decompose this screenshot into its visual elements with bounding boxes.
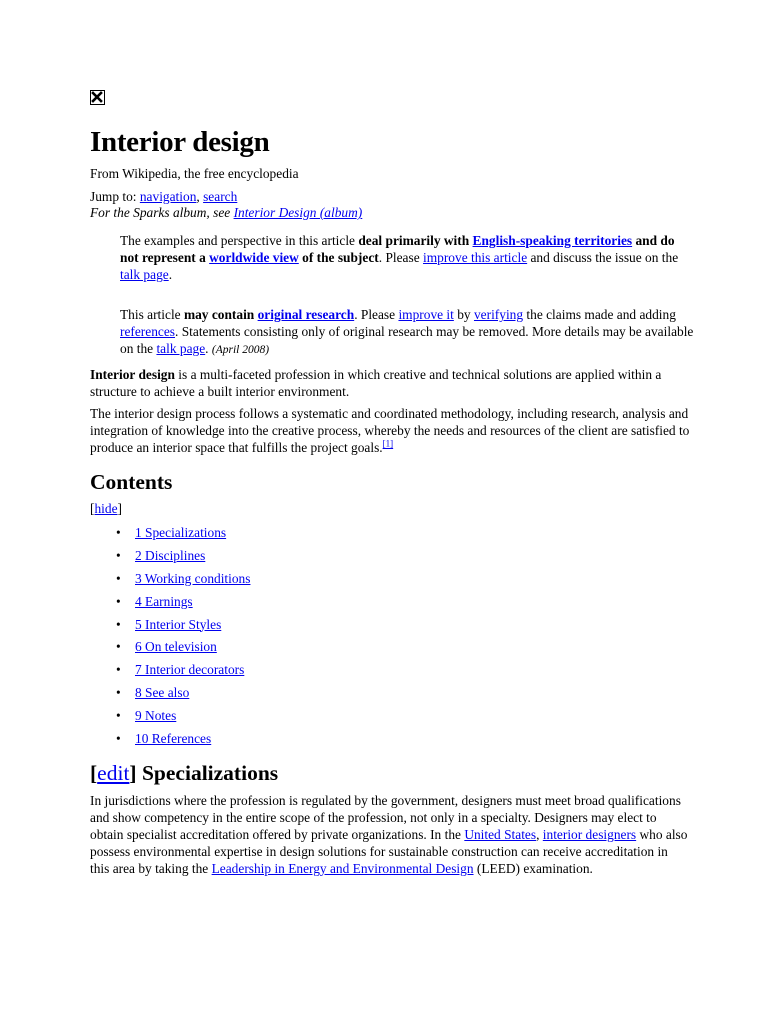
section-text-4: (LEED) examination. xyxy=(473,861,593,876)
toc-title: Contents xyxy=(90,470,173,494)
toc-bullet: • xyxy=(116,708,121,724)
toc-link-references[interactable]: 10 References xyxy=(135,731,212,747)
intro-text-1: is a multi-faceted profession in which creative and technical solutions are applied within a structure to achieve a built interior environment. xyxy=(90,367,662,399)
improve-it-link[interactable]: improve it xyxy=(398,307,454,322)
notice1-bold-2: and do not represent a xyxy=(120,233,675,265)
toc-item xyxy=(116,547,250,570)
united-states-link[interactable]: United States xyxy=(464,827,537,842)
leed-link[interactable]: Leadership in Energy and Environmental Design xyxy=(211,861,474,876)
toc-link-specializations[interactable]: 1 Specializations xyxy=(135,525,227,540)
toc-bullet: • xyxy=(116,547,121,563)
jump-search-link[interactable]: search xyxy=(203,189,238,204)
notice1-talk-page-link[interactable]: talk page xyxy=(120,267,169,282)
section-text-2: , xyxy=(536,827,543,842)
toc-item xyxy=(116,593,250,616)
toc-item xyxy=(116,684,250,707)
toc-hide-close: ] xyxy=(117,501,122,516)
interior-designers-link[interactable]: interior designers xyxy=(542,827,637,842)
jump-separator: , xyxy=(196,189,204,204)
toc-link-interior-decorators[interactable]: 7 Interior decorators xyxy=(135,662,245,678)
toc-link-on-television[interactable]: 6 On television xyxy=(135,639,217,655)
toc-hide-open: [ xyxy=(90,501,95,516)
notice1-bold-1: deal primarily with xyxy=(358,233,473,248)
notice2-text-1: This article xyxy=(120,307,184,322)
jump-to-label: Jump to: xyxy=(90,189,140,204)
toc-bullet: • xyxy=(116,685,121,701)
intro-paragraph-1 xyxy=(90,366,680,400)
notice1-bold-3: of the subject xyxy=(298,250,379,265)
footnote-1-link[interactable]: [1] xyxy=(382,438,394,449)
notice1-text-2: . Please xyxy=(378,250,424,265)
toc-bullet: • xyxy=(116,525,121,540)
hatnote-album-link[interactable]: Interior Design (album) xyxy=(233,205,363,220)
verifying-link[interactable]: verifying xyxy=(473,307,524,322)
references-link[interactable]: references xyxy=(120,324,176,339)
edit-bracket-open: [ xyxy=(90,761,98,785)
intro-bold-term: Interior design xyxy=(90,367,175,382)
notice2-talk-page-link[interactable]: talk page xyxy=(156,341,206,356)
original-research-link[interactable]: original research xyxy=(257,307,355,322)
site-subtitle: From Wikipedia, the free encyclopedia xyxy=(90,166,299,181)
section-edit-link[interactable]: edit xyxy=(97,761,130,785)
notice2-text-4: the claims made and adding xyxy=(523,307,676,322)
notice2-bold-1: may contain xyxy=(183,307,258,322)
toc-item xyxy=(116,616,250,639)
notice2-text-6: . xyxy=(205,341,212,356)
toc-hide-link[interactable]: hide xyxy=(94,501,118,516)
toc-link-disciplines[interactable]: 2 Disciplines xyxy=(135,547,206,563)
notice1-text-3: and discuss the issue on the xyxy=(527,250,679,265)
toc-link-earnings[interactable]: 4 Earnings xyxy=(135,593,193,609)
toc-link-interior-styles[interactable]: 5 Interior Styles xyxy=(135,616,222,632)
notice2-text-5: . Statements consisting only of original research may be removed. More details may be available on the xyxy=(120,324,694,356)
toc-bullet: • xyxy=(116,616,121,632)
toc-item xyxy=(116,661,250,684)
hatnote xyxy=(90,204,362,221)
english-speaking-link[interactable]: English-speaking territories xyxy=(472,233,633,248)
notice2-text-2: . Please xyxy=(354,307,399,322)
toc-bullet: • xyxy=(116,639,121,655)
notice-date: (April 2008) xyxy=(211,344,270,356)
section-text-3: who also possess environmental expertise in design solutions for sustainable construction can receive accreditation in this area by taking the xyxy=(90,827,688,876)
jump-navigation-link[interactable]: navigation xyxy=(139,189,197,204)
section-heading-specializations xyxy=(90,760,278,786)
notice2-text-3: by xyxy=(453,307,474,322)
toc-bullet: • xyxy=(116,731,121,747)
page-title: Interior design xyxy=(90,126,270,158)
notice1-text-4: . xyxy=(168,267,173,282)
toc-hide-toggle xyxy=(90,500,122,517)
toc-item xyxy=(116,730,250,753)
toc-bullet: • xyxy=(116,662,121,678)
section-text-1: In jurisdictions where the profession is regulated by the government, designers must meet broad qualifications and show competency in the entire scope of the profession, not only in a specialty. Designers may elect to obtain specialist accreditation offered by private organizations. In the xyxy=(90,793,681,842)
toc-link-working-conditions[interactable]: 3 Working conditions xyxy=(135,570,251,586)
toc-link-notes[interactable]: 9 Notes xyxy=(135,708,177,724)
worldwide-view-link[interactable]: worldwide view xyxy=(209,250,299,265)
toc-list xyxy=(116,524,250,753)
original-research-notice xyxy=(120,306,695,359)
toc-bullet: • xyxy=(116,593,121,609)
hatnote-text: For the Sparks album, see xyxy=(90,205,234,220)
notice1-text-1: The examples and perspective in this article xyxy=(120,233,359,248)
toc-item xyxy=(116,570,250,593)
toc-item xyxy=(116,524,250,547)
broken-image-icon xyxy=(90,90,105,105)
globalize-notice xyxy=(120,232,695,283)
specializations-paragraph xyxy=(90,792,690,877)
toc-item xyxy=(116,638,250,661)
toc-link-see-also[interactable]: 8 See also xyxy=(135,685,190,701)
intro-paragraph-2 xyxy=(90,405,690,456)
intro-text-2: The interior design process follows a systematic and coordinated methodology, including research, analysis and integration of knowledge into the creative process, whereby the needs and resources of the client are satisfied to produce an interior space that fulfills the project goals. xyxy=(90,406,690,455)
section-title: Specializations xyxy=(141,761,279,785)
toc-bullet: • xyxy=(116,570,121,586)
edit-bracket-close: ] xyxy=(129,761,142,785)
jump-to-links xyxy=(90,188,237,205)
toc-item xyxy=(116,707,250,730)
improve-this-article-link[interactable]: improve this article xyxy=(423,250,528,265)
